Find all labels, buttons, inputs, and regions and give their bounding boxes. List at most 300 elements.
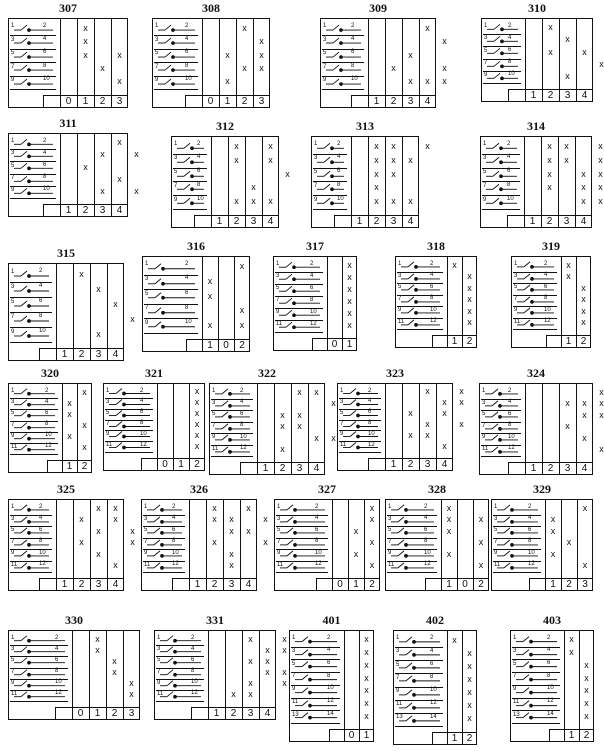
figure-number: 324 [527, 366, 545, 380]
switch-terminal-a: 5 [513, 660, 517, 667]
switch-contact-symbol [337, 398, 381, 409]
column-divider [257, 383, 258, 475]
column-divider [351, 136, 352, 228]
column-divider [72, 630, 73, 720]
switch-terminal-a: 5 [11, 298, 15, 305]
switch-terminal-a: 13 [513, 711, 520, 718]
switch-terminal-a: 5 [276, 285, 280, 292]
contact-mark: x [442, 397, 447, 408]
contact-mark: x [353, 525, 359, 536]
figure-325 [8, 482, 135, 591]
figure-number: 402 [426, 613, 444, 627]
switch-terminal-a: 9 [292, 686, 296, 693]
switch-terminal-b: 8 [240, 422, 244, 429]
contact-mark: x [374, 154, 379, 165]
column-divider [240, 499, 241, 591]
contact-mark: x [467, 687, 472, 698]
switch-terminal-b: 4 [45, 398, 49, 405]
contact-mark: x [599, 409, 604, 420]
contact-mark: x [569, 634, 574, 645]
position-label: 3 [128, 707, 135, 719]
switch-contact-symbol [8, 656, 68, 667]
switch-terminal-a: 7 [157, 668, 161, 675]
switch-terminal-a: 9 [11, 550, 15, 557]
footer-left-border [546, 335, 547, 348]
switch-terminal-a: 9 [314, 196, 318, 203]
switch-terminal-b: 12 [240, 445, 247, 452]
contact-mark: x [282, 667, 287, 678]
contact-mark: x [263, 514, 268, 525]
switch-terminal-b: 12 [315, 561, 322, 568]
switch-contact-symbol [385, 503, 437, 515]
column-divider [368, 18, 369, 108]
switch-terminal-b: 2 [327, 634, 331, 641]
switch-terminal-a: 3 [11, 150, 15, 157]
switch-terminal-b: 8 [185, 304, 189, 311]
switch-terminal-a: 7 [11, 174, 15, 181]
switch-terminal-b: 6 [43, 49, 47, 56]
switch-contact-symbol [8, 62, 56, 75]
switch-terminal-b: 6 [351, 49, 355, 56]
column-divider [107, 263, 108, 361]
position-label: 4 [264, 707, 271, 719]
column-divider [447, 256, 448, 348]
contact-mark: x [569, 647, 574, 658]
switch-terminal-b: 6 [55, 656, 59, 663]
switch-terminal-b: 6 [185, 289, 189, 296]
switch-terminal-a: 13 [292, 711, 299, 718]
switch-terminal-a: 3 [157, 646, 161, 653]
column-divider [73, 263, 74, 361]
switch-contact-symbol [274, 515, 328, 527]
position-label: 4 [313, 462, 320, 474]
switch-terminal-b: 6 [508, 47, 512, 53]
position-label: 1 [207, 339, 213, 351]
switch-terminal-b: 10 [424, 549, 431, 556]
column-divider [542, 18, 543, 102]
contact-mark: x [251, 196, 256, 207]
contact-mark: x [581, 282, 586, 293]
contact-mark: x [297, 386, 302, 397]
position-label: 1 [216, 215, 223, 227]
switch-terminal-b: 2 [43, 22, 47, 29]
row-line [482, 209, 520, 210]
contact-mark: x [442, 76, 447, 87]
switch-terminal-b: 2 [197, 140, 201, 147]
position-label: 2 [369, 578, 375, 590]
contact-mark: x [117, 49, 122, 60]
contact-mark: x [100, 185, 105, 196]
contact-mark: x [478, 514, 484, 525]
column-divider [90, 263, 91, 361]
column-divider [211, 136, 212, 228]
contact-mark: x [478, 560, 484, 571]
switch-terminal-b: 2 [507, 140, 511, 147]
switch-terminal-b: 6 [424, 526, 428, 533]
figure-402 [393, 613, 477, 745]
switch-terminal-b: 6 [43, 162, 47, 168]
figure-307 [8, 1, 128, 108]
contact-mark: x [581, 294, 586, 305]
switch-terminal-a: 1 [483, 141, 487, 148]
row-line [10, 572, 52, 573]
switch-contact-symbol [141, 538, 185, 550]
switch-terminal-a: 3 [388, 515, 392, 522]
figure-number: 328 [428, 482, 446, 496]
contact-mark: x [565, 34, 570, 45]
figure-326 [141, 482, 268, 591]
figure-number: 330 [65, 613, 83, 627]
switch-contact-symbol [8, 409, 58, 420]
row-line [493, 572, 541, 573]
position-label: 1 [346, 338, 353, 350]
contact-mark: x [550, 548, 556, 559]
switch-terminal-a: 7 [277, 538, 281, 545]
switch-terminal-b: 12 [310, 320, 317, 327]
figure-310 [481, 1, 604, 102]
contact-mark: x [268, 154, 273, 165]
switch-terminal-a: 3 [174, 155, 178, 162]
footer-left-border [240, 462, 241, 475]
figure-number: 331 [206, 613, 224, 627]
switch-terminal-b: 4 [544, 272, 548, 279]
switch-contact-symbol [320, 49, 364, 62]
contact-mark: x [113, 298, 118, 309]
switch-contact-symbol [337, 409, 381, 420]
switch-terminal-a: 7 [398, 295, 402, 302]
position-label: 2 [466, 732, 473, 744]
switch-terminal-b: 6 [368, 409, 372, 416]
switch-contact-symbol [491, 526, 541, 538]
contact-mark: x [584, 685, 589, 696]
switch-terminal-a: 7 [484, 59, 488, 66]
switch-contact-symbol [320, 35, 364, 48]
switch-terminal-a: 7 [11, 538, 15, 545]
position-label: 0 [207, 95, 214, 107]
column-divider [77, 133, 78, 217]
figure-401 [289, 613, 374, 742]
switch-contact-symbol [8, 398, 58, 409]
switch-terminal-b: 8 [430, 674, 434, 681]
contact-mark: x [584, 697, 589, 708]
contact-mark: x [225, 49, 230, 60]
position-label: 0 [223, 339, 229, 351]
switch-terminal-b: 4 [55, 645, 59, 652]
figure-number: 401 [322, 613, 341, 627]
switch-terminal-a: 1 [11, 635, 15, 642]
switch-terminal-b: 10 [172, 549, 179, 556]
switch-terminal-a: 3 [106, 398, 110, 405]
contact-mark: x [364, 672, 369, 683]
figure-number: 323 [386, 366, 404, 380]
contact-mark: x [408, 196, 413, 207]
switch-terminal-b: 10 [185, 319, 192, 326]
switch-terminal-b: 10 [430, 306, 437, 313]
switch-terminal-a: 1 [212, 388, 216, 395]
column-divider [402, 136, 403, 228]
column-divider [561, 256, 562, 348]
position-label: 1 [446, 578, 452, 590]
position-label: 2 [241, 95, 248, 107]
contact-mark: x [259, 49, 264, 60]
switch-terminal-a: 9 [155, 76, 159, 83]
contact-mark: x [129, 689, 134, 700]
switch-terminal-b: 2 [368, 387, 372, 394]
position-label: 3 [116, 95, 123, 107]
figure-309 [320, 1, 447, 108]
switch-terminal-b: 6 [430, 283, 434, 290]
footer-left-border [141, 458, 142, 471]
contact-mark: x [408, 154, 413, 165]
switch-terminal-a: 9 [514, 307, 518, 314]
contact-mark: x [100, 149, 105, 160]
contact-mark: x [194, 418, 200, 429]
switch-terminal-a: 3 [144, 515, 148, 522]
row-line [481, 456, 521, 457]
switch-terminal-a: 5 [155, 50, 159, 57]
switch-terminal-a: 5 [514, 284, 518, 291]
switch-contact-symbol [8, 174, 56, 186]
switch-contact-symbol [142, 275, 198, 290]
column-divider [441, 499, 442, 591]
figure-number: 321 [145, 366, 163, 380]
switch-terminal-a: 11 [157, 690, 164, 697]
switch-terminal-b: 6 [544, 283, 548, 290]
switch-terminal-b: 4 [327, 647, 331, 654]
position-label: 4 [112, 578, 119, 590]
switch-contact-symbol [142, 289, 198, 304]
figure-324 [479, 366, 604, 475]
column-divider [402, 383, 403, 471]
footer-left-border [43, 204, 44, 217]
position-label: 2 [233, 215, 240, 227]
figure-number: 329 [533, 482, 551, 496]
switch-terminal-a: 5 [482, 411, 486, 418]
switch-terminal-a: 11 [398, 318, 405, 325]
switch-terminal-b: 8 [544, 295, 548, 302]
switch-contact-symbol [103, 420, 153, 431]
switch-terminal-a: 1 [106, 388, 110, 395]
column-divider [576, 383, 577, 475]
contact-mark: x [598, 182, 603, 193]
row-line [276, 572, 328, 573]
switch-terminal-b: 12 [544, 318, 551, 325]
switch-terminal-b: 2 [424, 503, 428, 510]
contact-mark: x [547, 140, 552, 151]
switch-terminal-b: 8 [368, 420, 372, 427]
row-line [211, 456, 253, 457]
switch-terminal-b: 2 [508, 387, 512, 394]
contact-mark: x [364, 634, 369, 645]
figure-323 [337, 366, 464, 471]
switch-terminal-a: 3 [340, 398, 344, 405]
switch-terminal-b: 8 [315, 538, 319, 545]
column-divider [385, 383, 386, 471]
position-label: 1 [61, 578, 68, 590]
column-divider [234, 256, 235, 352]
contact-mark: x [82, 386, 87, 397]
contact-mark: x [548, 46, 553, 57]
contact-mark: x [248, 655, 253, 666]
contact-mark: x [547, 168, 552, 179]
column-divider [56, 499, 57, 591]
column-divider [77, 383, 78, 473]
switch-contact-symbol [510, 634, 560, 647]
switch-terminal-b: 4 [185, 36, 189, 43]
position-label: 1 [224, 95, 231, 107]
figure-number: 313 [356, 119, 374, 133]
switch-terminal-a: 3 [11, 646, 15, 653]
contact-mark: x [239, 319, 245, 330]
switch-terminal-a: 1 [157, 635, 161, 642]
switch-terminal-b: 2 [172, 503, 176, 510]
switch-terminal-a: 9 [144, 550, 148, 557]
switch-terminal-a: 3 [514, 272, 518, 279]
figure-327 [274, 482, 380, 591]
figure-321 [103, 366, 205, 471]
column-divider [245, 136, 246, 228]
switch-terminal-b: 10 [368, 430, 375, 437]
position-label: 1 [530, 462, 537, 474]
switch-terminal-a: 11 [388, 561, 395, 568]
contact-mark: x [369, 560, 375, 571]
position-label: 1 [451, 732, 458, 744]
switch-terminal-b: 8 [45, 421, 49, 428]
switch-terminal-a: 1 [494, 504, 498, 511]
position-label: 2 [78, 578, 85, 590]
column-divider [173, 383, 174, 471]
switch-terminal-a: 5 [145, 290, 149, 297]
contact-mark: x [130, 313, 135, 324]
contact-mark: x [442, 408, 447, 419]
position-label: 2 [211, 578, 218, 590]
row-line [10, 454, 58, 455]
position-label: 1 [550, 578, 556, 590]
position-label: 3 [250, 215, 257, 227]
switch-terminal-b: 12 [368, 441, 375, 448]
switch-contact-symbol [274, 538, 328, 550]
column-divider [202, 18, 203, 108]
switch-contact-symbol [209, 387, 253, 399]
contact-mark: x [285, 168, 290, 179]
switch-terminal-b: 2 [185, 22, 189, 29]
switch-contact-symbol [8, 161, 56, 173]
switch-terminal-a: 9 [340, 431, 344, 438]
contact-mark: x [282, 633, 287, 644]
position-label: 3 [564, 89, 571, 101]
switch-terminal-b: 4 [368, 398, 372, 405]
switch-terminal-a: 1 [388, 504, 392, 511]
figure-315 [8, 246, 135, 361]
contact-mark: x [347, 296, 352, 307]
switch-terminal-a: 1 [11, 504, 15, 511]
contact-mark: x [79, 268, 84, 279]
column-divider [462, 630, 463, 745]
position-label: 2 [111, 707, 118, 719]
switch-contact-symbol [8, 137, 56, 149]
contact-mark: x [391, 196, 396, 207]
switch-terminal-a: 3 [11, 515, 15, 522]
position-label: 0 [337, 578, 343, 590]
switch-terminal-b: 8 [508, 422, 512, 429]
figure-329 [491, 482, 593, 591]
switch-terminal-a: 11 [482, 445, 489, 452]
contact-mark: x [459, 418, 464, 429]
switch-terminal-b: 8 [327, 672, 331, 679]
figure-number: 309 [369, 1, 387, 15]
column-divider [225, 630, 226, 720]
switch-terminal-a: 5 [11, 657, 15, 664]
position-label: 3 [247, 707, 254, 719]
contact-mark: x [364, 685, 369, 696]
position-label: 1 [178, 458, 184, 470]
switch-contact-symbol [393, 647, 443, 660]
position-label: 2 [194, 458, 200, 470]
contact-mark: x [314, 386, 319, 397]
switch-terminal-a: 7 [482, 422, 486, 429]
switch-terminal-b: 10 [544, 306, 551, 313]
switch-contact-symbol [395, 272, 443, 284]
contact-mark: x [598, 140, 603, 151]
switch-terminal-a: 5 [314, 168, 318, 175]
contact-mark: x [425, 418, 430, 429]
switch-terminal-a: 9 [157, 679, 161, 686]
column-divider [402, 18, 403, 108]
switch-terminal-a: 7 [212, 422, 216, 429]
contact-mark: x [347, 308, 352, 319]
contact-mark: x [234, 154, 239, 165]
switch-contact-symbol [152, 49, 198, 62]
column-divider [327, 256, 328, 351]
switch-terminal-b: 2 [39, 267, 43, 274]
switch-contact-symbol [320, 62, 364, 75]
switch-terminal-a: 1 [155, 23, 159, 30]
switch-terminal-a: 9 [513, 686, 517, 693]
contact-mark: x [83, 161, 88, 172]
contact-mark: x [408, 76, 413, 87]
switch-contact-symbol [103, 387, 153, 398]
switch-terminal-a: 7 [340, 420, 344, 427]
contact-mark: x [599, 444, 604, 455]
switch-terminal-a: 11 [276, 321, 283, 328]
contact-mark: x [374, 182, 379, 193]
column-divider [447, 630, 448, 745]
switch-terminal-a: 3 [11, 36, 15, 43]
switch-terminal-b: 4 [240, 399, 244, 406]
footer-left-border [316, 578, 317, 591]
switch-terminal-a: 1 [484, 23, 488, 30]
switch-terminal-a: 5 [157, 657, 161, 664]
footer-left-border [172, 578, 173, 591]
contact-mark: x [547, 182, 552, 193]
switch-terminal-a: 1 [396, 635, 400, 642]
switch-terminal-a: 7 [11, 313, 15, 320]
switch-terminal-b: 8 [140, 420, 144, 427]
switch-contact-symbol [8, 149, 56, 161]
switch-terminal-a: 11 [11, 690, 18, 697]
position-label: 3 [258, 95, 265, 107]
switch-terminal-a: 1 [11, 388, 15, 395]
switch-terminal-b: 8 [191, 668, 195, 675]
footer-left-border [425, 578, 426, 591]
switch-terminal-b: 12 [45, 443, 52, 450]
row-line [105, 452, 153, 453]
contact-mark: x [408, 408, 413, 419]
figure-403 [510, 613, 594, 742]
switch-terminal-a: 5 [292, 660, 296, 667]
contact-mark: x [467, 713, 472, 724]
position-label: 2 [81, 460, 88, 472]
